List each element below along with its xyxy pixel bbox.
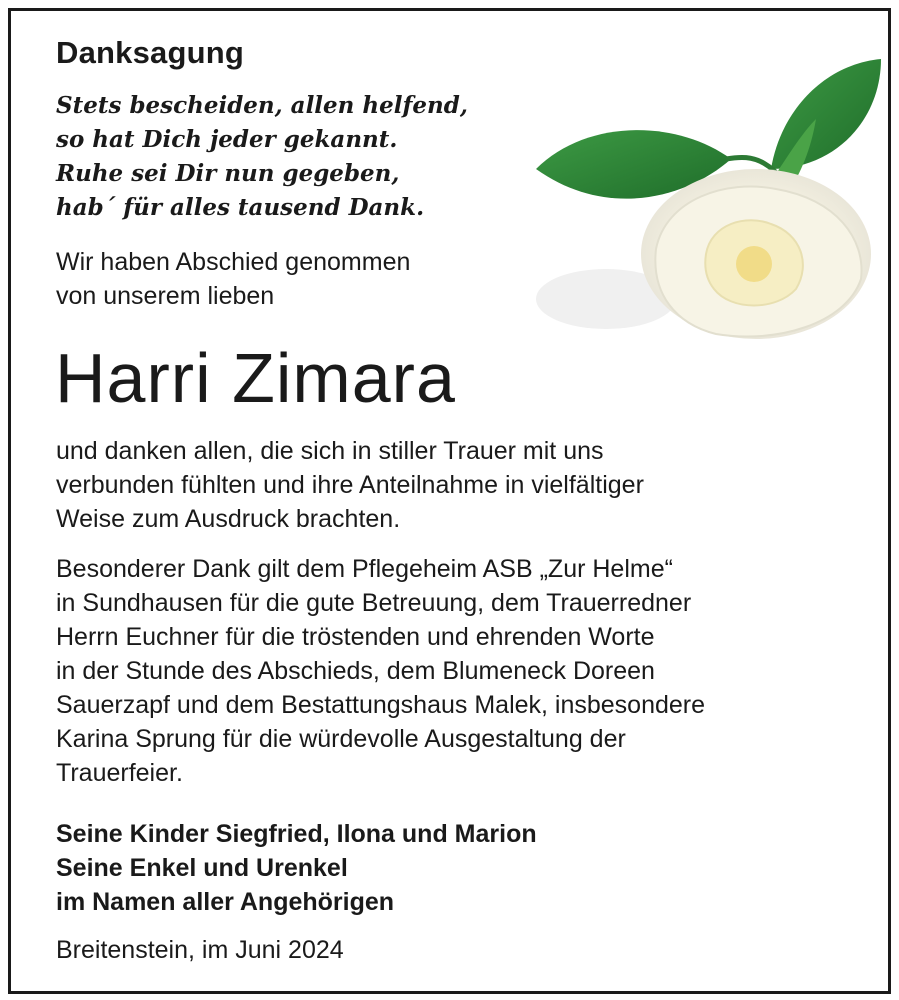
page-title: Danksagung	[56, 35, 245, 70]
special-thanks-paragraph	[56, 552, 705, 790]
poem-line: so hat Dich jeder gekannt.	[56, 126, 398, 153]
paragraph-line: Karina Sprung für die würdevolle Ausgestaltung der	[56, 725, 626, 753]
signature-line: im Namen aller Angehörigen	[56, 888, 395, 916]
paragraph-line: in der Stunde des Abschieds, dem Blumeneck Doreen	[56, 657, 655, 685]
paragraph-line: Trauerfeier.	[56, 759, 183, 787]
intro-line: von unserem lieben	[56, 282, 275, 310]
place-date: Breitenstein, im Juni 2024	[56, 936, 344, 964]
signature-line: Seine Kinder Siegfried, Ilona und Marion	[56, 820, 537, 848]
intro-line: Wir haben Abschied genommen	[56, 248, 411, 276]
poem-line: Stets bescheiden, allen helfend,	[56, 92, 468, 119]
paragraph-line: und danken allen, die sich in stiller Trauer mit uns	[56, 437, 604, 465]
paragraph-line: in Sundhausen für die gute Betreuung, dem Trauerredner	[56, 589, 692, 617]
paragraph-line: Herrn Euchner für die tröstenden und ehrenden Worte	[56, 623, 655, 651]
paragraph-line: Weise zum Ausdruck brachten.	[56, 505, 401, 533]
paragraph-line: verbunden fühlten und ihre Anteilnahme in vielfältiger	[56, 471, 644, 499]
rose-center	[736, 246, 772, 282]
obituary-card	[8, 8, 891, 994]
deceased-name: Harri Zimara	[55, 339, 456, 417]
poem	[56, 89, 468, 225]
poem-line: hab´ für alles tausend Dank.	[56, 194, 425, 221]
paragraph-line: Sauerzapf und dem Bestattungshaus Malek, insbesondere	[56, 691, 706, 719]
signature-line: Seine Enkel und Urenkel	[56, 854, 348, 882]
paragraph-line: Besonderer Dank gilt dem Pflegeheim ASB „Zur Helme“	[56, 555, 673, 583]
white-rose-image	[516, 49, 886, 349]
poem-line: Ruhe sei Dir nun gegeben,	[56, 160, 400, 187]
leaf-top-right	[771, 59, 881, 169]
thanks-paragraph	[56, 434, 644, 536]
intro-text	[56, 245, 410, 313]
signature-block	[56, 817, 537, 919]
